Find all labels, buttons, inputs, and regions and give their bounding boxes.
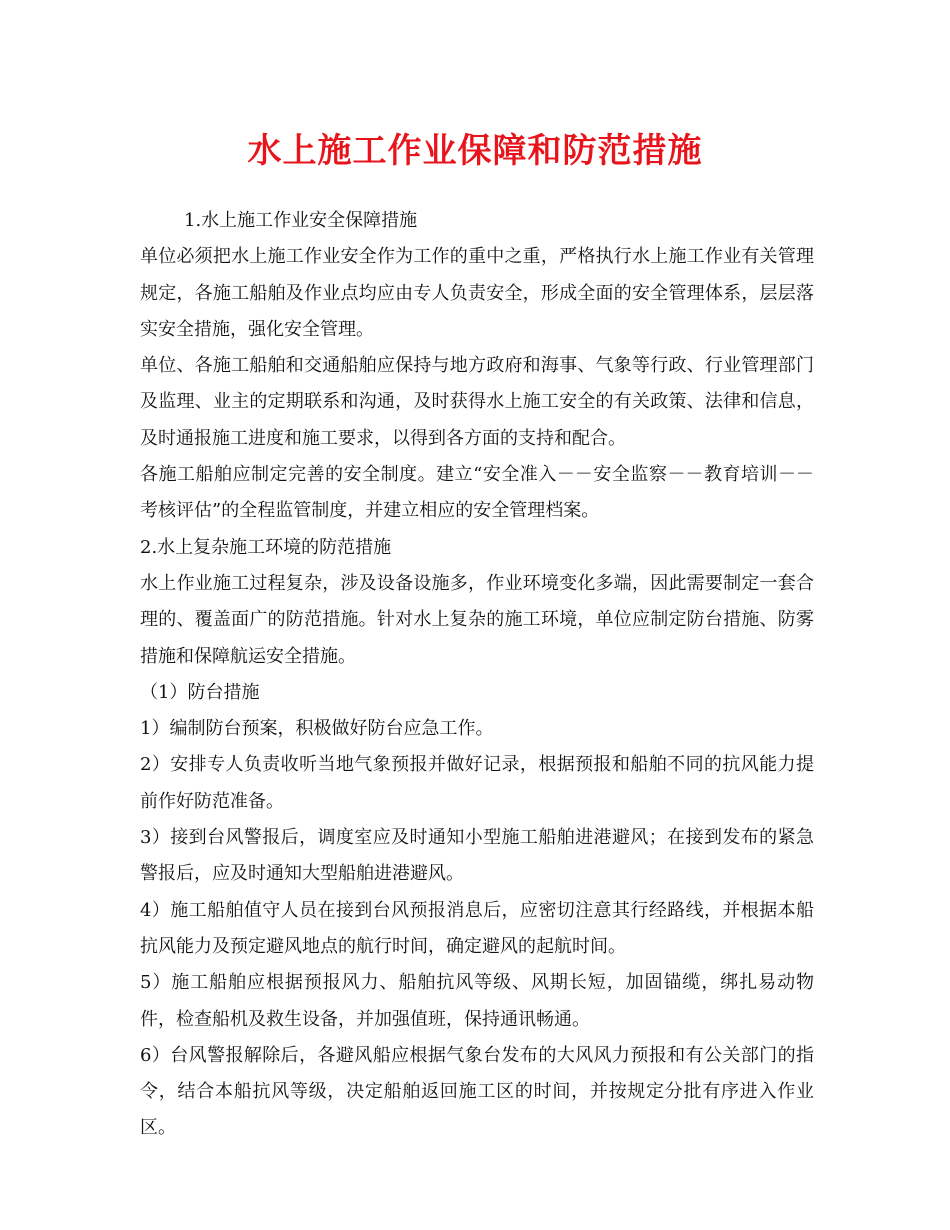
paragraph: 单位、各施工船舶和交通船舶应保持与地方政府和海事、气象等行政、行业管理部门及监理、业主的定期联系和沟通，及时获得水上施工安全的有关政策、法律和信息，及时通报施工进度和施工要求，以得到各方面的支持和配合。 [140,355,814,449]
list-item: 3）接到台风警报后，调度室应及时通知小型施工船舶进港避风；在接到发布的紧急警报后，应及时通知大型船舶进港避风。 [140,827,814,885]
section-heading-2: 2.水上复杂施工环境的防范措施 [140,536,392,558]
document-title: 水上施工作业保障和防范措施 [247,131,703,171]
list-item: 6）台风警报解除后，各避风船应根据气象台发布的大风风力预报和有公关部门的指令，结合本船抗风等级，决定船舶返回施工区的时间，并按规定分批有序进入作业区。 [140,1044,814,1139]
section-heading-1: 1.水上施工作业安全保障措施 [184,210,418,231]
list-item: 4）施工船舶值守人员在接到台风预报消息后，应密切注意其行经路线，并根据本船抗风能力及预定避风地点的航行时间，确定避风的起航时间。 [140,899,814,957]
document-body [140,203,814,1147]
list-item: 1）编制防台预案，积极做好防台应急工作。 [140,718,494,740]
paragraph: 单位必须把水上施工作业安全作为工作的重中之重，严格执行水上施工作业有关管理规定，各施工船舶及作业点均应由专人负责安全，形成全面的安全管理体系，层层落实安全措施，强化安全管理。 [140,246,814,340]
paragraph: 水上作业施工过程复杂，涉及设备设施多，作业环境变化多端，因此需要制定一套合理的、覆盖面广的防范措施。针对水上复杂的施工环境，单位应制定防台措施、防雾措施和保障航运安全措施。 [140,572,814,667]
subsection-heading: （1）防台措施 [140,681,260,703]
list-item: 5）施工船舶应根据预报风力、船舶抗风等级、风期长短，加固锚缆，绑扎易动物件，检查船机及救生设备，并加强值班，保持通讯畅通。 [140,972,814,1030]
paragraph: 各施工船舶应制定完善的安全制度。建立“安全准入－－安全监察－－教育培训－－考核评估”的全程监管制度，并建立相应的安全管理档案。 [140,464,814,522]
list-item: 2）安排专人负责收听当地气象预报并做好记录，根据预报和船舶不同的抗风能力提前作好防范准备。 [140,754,814,812]
